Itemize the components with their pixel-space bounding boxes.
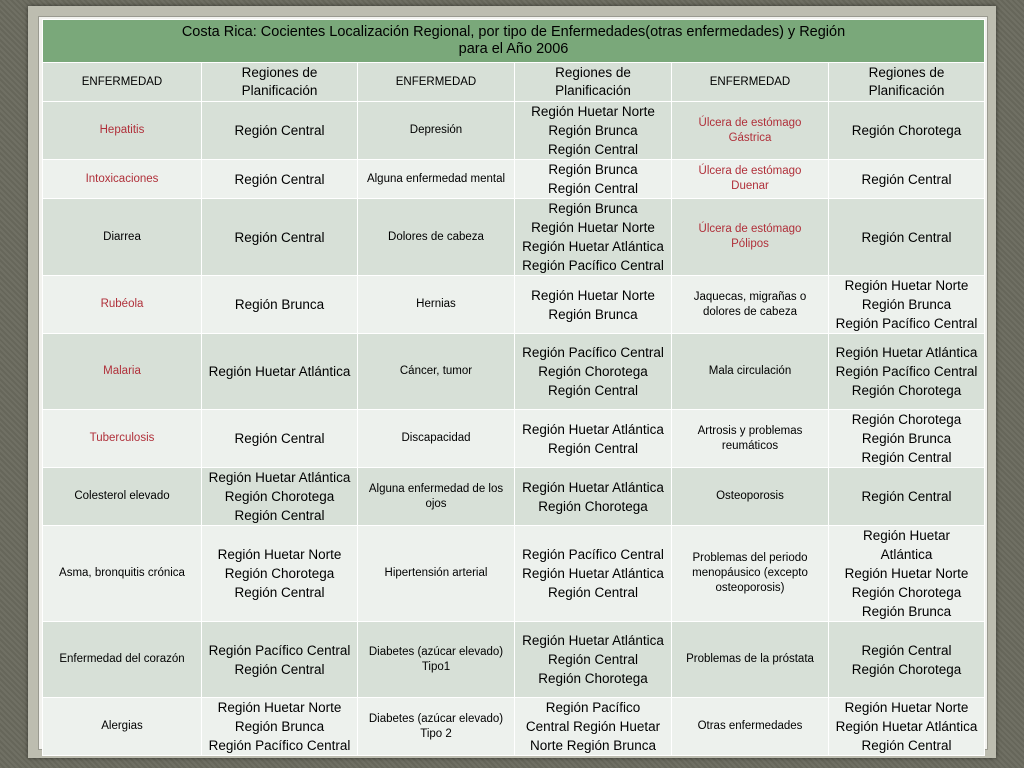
region-cell: Región Huetar Norte Región Huetar Atlántica Región Central xyxy=(829,698,985,756)
title-line-2: para el Año 2006 xyxy=(458,41,569,57)
table-row xyxy=(43,160,985,199)
region-cell: Región Central xyxy=(202,199,358,276)
table-title xyxy=(43,20,985,63)
table-row xyxy=(43,276,985,334)
region-cell: Región Huetar Atlántica Región Central xyxy=(515,410,672,468)
table-row xyxy=(43,334,985,410)
table-row xyxy=(43,410,985,468)
table-row xyxy=(43,199,985,276)
disease-cell: Problemas de la próstata xyxy=(672,622,829,698)
table-row xyxy=(43,102,985,160)
disease-cell: Hepatitis xyxy=(43,102,202,160)
region-cell: Región Pacífico Central Región Huetar Atlántica Región Central xyxy=(515,526,672,622)
disease-cell: Otras enfermedades xyxy=(672,698,829,756)
disease-cell: Úlcera de estómago Pólipos xyxy=(672,199,829,276)
disease-cell: Diabetes (azúcar elevado) Tipo 2 xyxy=(358,698,515,756)
title-line-1: Costa Rica: Cocientes Localización Regional, por tipo de Enfermedades(otras enfermedades) y Región xyxy=(181,24,846,40)
table-row xyxy=(43,698,985,756)
region-cell: Región Huetar Atlántica xyxy=(202,334,358,410)
disease-cell: Úlcera de estómago Duenar xyxy=(672,160,829,199)
disease-cell: Dolores de cabeza xyxy=(358,199,515,276)
disease-cell: Asma, bronquitis crónica xyxy=(43,526,202,622)
disease-cell: Artrosis y problemas reumáticos xyxy=(672,410,829,468)
region-cell: Región Pacífico Central Región Central xyxy=(202,622,358,698)
region-cell: Región Central xyxy=(829,160,985,199)
region-cell: Región Pacífico Central Región Chorotega Región Central xyxy=(515,334,672,410)
disease-cell: Alergias xyxy=(43,698,202,756)
disease-cell: Problemas del periodo menopáusico (excepto osteoporosis) xyxy=(672,526,829,622)
header-row xyxy=(43,63,985,102)
region-cell: Región Central Región Chorotega xyxy=(829,622,985,698)
region-cell: Región Central xyxy=(829,199,985,276)
slide-frame xyxy=(28,6,996,758)
header-enfermedad-3: ENFERMEDAD xyxy=(672,63,829,102)
region-cell: Región Brunca Región Huetar Norte Región Huetar Atlántica Región Pacífico Central xyxy=(515,199,672,276)
disease-cell: Malaria xyxy=(43,334,202,410)
region-cell: Región Brunca Región Central xyxy=(515,160,672,199)
table-row xyxy=(43,622,985,698)
region-cell: Región Central xyxy=(829,468,985,526)
region-cell: Región Huetar Atlántica Región Chorotega Región Central xyxy=(202,468,358,526)
disease-cell: Rubéola xyxy=(43,276,202,334)
disease-cell: Enfermedad del corazón xyxy=(43,622,202,698)
disease-cell: Intoxicaciones xyxy=(43,160,202,199)
header-enfermedad-1: ENFERMEDAD xyxy=(43,63,202,102)
region-cell: Región Huetar Norte Región Brunca Región Central xyxy=(515,102,672,160)
disease-cell: Mala circulación xyxy=(672,334,829,410)
region-cell: Región Central xyxy=(202,102,358,160)
region-cell: Región Huetar Norte Región Chorotega Región Central xyxy=(202,526,358,622)
disease-cell: Jaquecas, migrañas o dolores de cabeza xyxy=(672,276,829,334)
region-cell: Región Huetar Norte Región Brunca Región Pacífico Central xyxy=(202,698,358,756)
region-cell: Región Central xyxy=(202,160,358,199)
region-cell: Región Huetar Norte Región Brunca Región Pacífico Central xyxy=(829,276,985,334)
disease-cell: Colesterol elevado xyxy=(43,468,202,526)
region-cell: Región Pacífico Central Región Huetar Norte Región Brunca xyxy=(515,698,672,756)
region-cell: Región Central xyxy=(202,410,358,468)
region-cell: Región Huetar Atlántica Región Central Región Chorotega xyxy=(515,622,672,698)
region-cell: Región Brunca xyxy=(202,276,358,334)
region-cell: Región Huetar Atlántica Región Huetar Norte Región Chorotega Región Brunca xyxy=(829,526,985,622)
disease-cell: Discapacidad xyxy=(358,410,515,468)
header-regiones-2: Regiones de Planificación xyxy=(515,63,672,102)
disease-cell: Úlcera de estómago Gástrica xyxy=(672,102,829,160)
disease-cell: Alguna enfermedad mental xyxy=(358,160,515,199)
disease-cell: Hipertensión arterial xyxy=(358,526,515,622)
disease-cell: Diarrea xyxy=(43,199,202,276)
disease-cell: Hernias xyxy=(358,276,515,334)
header-regiones-3: Regiones de Planificación xyxy=(829,63,985,102)
disease-cell: Tuberculosis xyxy=(43,410,202,468)
table-row xyxy=(43,468,985,526)
disease-cell: Diabetes (azúcar elevado) Tipo1 xyxy=(358,622,515,698)
disease-cell: Osteoporosis xyxy=(672,468,829,526)
region-cell: Región Huetar Norte Región Brunca xyxy=(515,276,672,334)
disease-cell: Depresión xyxy=(358,102,515,160)
region-cell: Región Huetar Atlántica Región Chorotega xyxy=(515,468,672,526)
table-row xyxy=(43,526,985,622)
disease-region-table xyxy=(42,19,985,756)
header-enfermedad-2: ENFERMEDAD xyxy=(358,63,515,102)
header-regiones-1: Regiones de Planificación xyxy=(202,63,358,102)
disease-cell: Alguna enfermedad de los ojos xyxy=(358,468,515,526)
region-cell: Región Huetar Atlántica Región Pacífico Central Región Chorotega xyxy=(829,334,985,410)
disease-cell: Cáncer, tumor xyxy=(358,334,515,410)
region-cell: Región Chorotega xyxy=(829,102,985,160)
slide-content xyxy=(38,16,988,753)
region-cell: Región Chorotega Región Brunca Región Central xyxy=(829,410,985,468)
